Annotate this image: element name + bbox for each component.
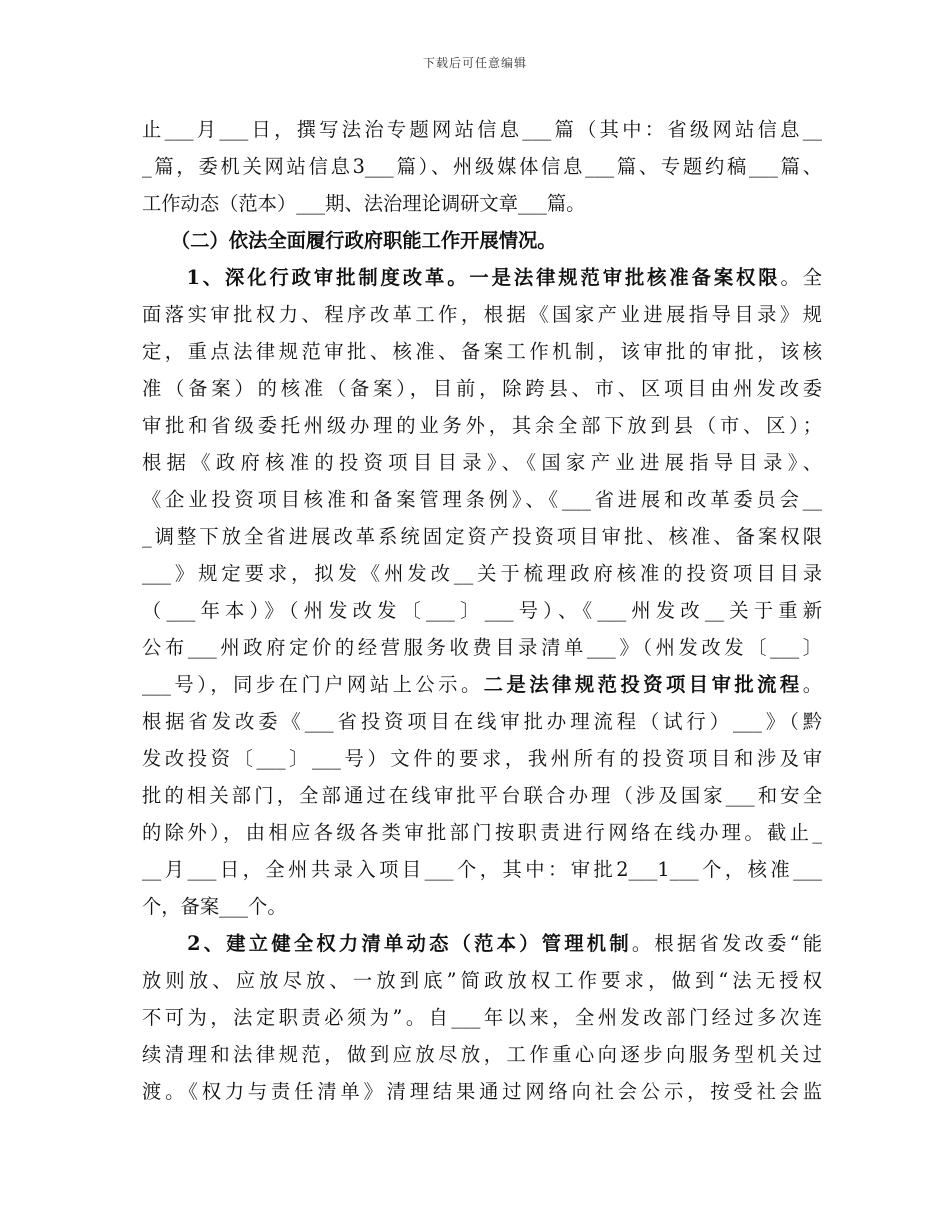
- text-segment: 《企业投资项目核准和备案管理条例》、《___省进展和改革委员会__: [142, 488, 822, 511]
- text-line: [142, 740, 822, 777]
- text-line: [142, 629, 822, 666]
- text-segment: 个，备案___个。: [142, 895, 287, 918]
- text-line: [142, 888, 822, 925]
- text-segment: 根据省发改委《___省投资项目在线审批办理流程（试行）___》（黔: [142, 710, 822, 733]
- text-segment: _篇，委机关网站信息3___篇）、州级媒体信息___篇、专题约稿___篇、: [142, 155, 822, 178]
- text-line: [142, 1036, 822, 1073]
- text-segment: 工作动态（范本）___期、法治理论调研文章___篇。: [142, 192, 586, 215]
- text-line: [142, 703, 822, 740]
- text-line: [142, 333, 822, 370]
- bold-text-segment: 二是法律规范投资项目审批流程: [483, 673, 803, 696]
- text-line: [142, 925, 822, 962]
- text-line: [142, 1073, 822, 1110]
- text-segment: 。: [802, 673, 822, 696]
- text-line: [142, 666, 822, 703]
- text-segment: ___号），同步在门户网站上公示。: [142, 673, 484, 696]
- bold-text-segment: （二）依法全面履行政府职能工作开展情况。: [142, 229, 557, 252]
- text-line: [142, 444, 822, 481]
- text-segment: 公布___州政府定价的经营服务收费目录清单___》（州发改发〔___〕: [142, 636, 822, 659]
- bold-text-segment: 2、建立健全权力清单动态（范本）管理机制: [142, 932, 632, 955]
- document-body: [142, 111, 822, 1110]
- text-segment: 。全: [780, 266, 822, 289]
- text-line: [142, 518, 822, 555]
- text-segment: 审批和省级委托州级办理的业务外，其余全部下放到县（市、区）；: [142, 414, 822, 437]
- text-segment: 渡。《权力与责任清单》清理结果通过网络向社会公示，按受社会监: [142, 1080, 822, 1103]
- text-line: [142, 148, 822, 185]
- text-segment: __月___日，全州共录入项目___个，其中：审批2___1___个，核准___: [142, 858, 822, 881]
- text-segment: 准（备案）的核准（备案），目前，除跨县、市、区项目由州发改委: [142, 377, 822, 400]
- page-header: 下载后可任意编辑: [422, 56, 527, 70]
- text-line: [142, 555, 822, 592]
- text-line: [142, 592, 822, 629]
- text-segment: ___》规定要求，拟发《州发改__关于梳理政府核准的投资项目目录: [142, 562, 822, 585]
- text-line: [142, 185, 822, 222]
- text-segment: 止___月___日，撰写法治专题网站信息___篇（其中：省级网站信息__: [142, 118, 822, 141]
- text-line: [142, 777, 822, 814]
- text-segment: 的除外），由相应各级各类审批部门按职责进行网络在线办理。截止_: [142, 821, 822, 844]
- text-segment: 续清理和法律规范，做到应放尽放，工作重心向逐步向服务型机关过: [142, 1043, 822, 1066]
- text-segment: _调整下放全省进展改革系统固定资产投资项目审批、核准、备案权限: [142, 525, 822, 548]
- text-line: [142, 259, 822, 296]
- bold-text-segment: 1、深化行政审批制度改革。一是法律规范审批核准备案权限: [142, 266, 781, 289]
- text-line: [142, 999, 822, 1036]
- text-line: [142, 296, 822, 333]
- text-segment: 面落实审批权力、程序改革工作，根据《国家产业进展指导目录》规: [142, 303, 822, 326]
- text-line: [142, 851, 822, 888]
- text-line: [142, 481, 822, 518]
- text-segment: 定，重点法律规范审批、核准、备案工作机制，该审批的审批，该核: [142, 340, 822, 363]
- text-segment: 不可为，法定职责必须为”。自___年以来，全州发改部门经过多次连: [142, 1006, 822, 1029]
- text-segment: 放则放、应放尽放、一放到底”简政放权工作要求，做到“法无授权: [142, 969, 822, 992]
- text-segment: 发改投资〔___〕___号）文件的要求，我州所有的投资项目和涉及审: [142, 747, 822, 770]
- text-line: [142, 962, 822, 999]
- text-line: [142, 407, 822, 444]
- text-segment: （___年本）》（州发改发〔___〕___号）、《___州发改__关于重新: [142, 599, 822, 622]
- text-segment: 根据《政府核准的投资项目目录》、《国家产业进展指导目录》、: [142, 451, 822, 474]
- text-line: [142, 814, 822, 851]
- text-segment: 。根据省发改委“能: [631, 932, 822, 955]
- text-line: [142, 370, 822, 407]
- text-line: [142, 111, 822, 148]
- text-line: [142, 222, 822, 259]
- text-segment: 批的相关部门，全部通过在线审批平台联合办理（涉及国家___和安全: [142, 784, 822, 807]
